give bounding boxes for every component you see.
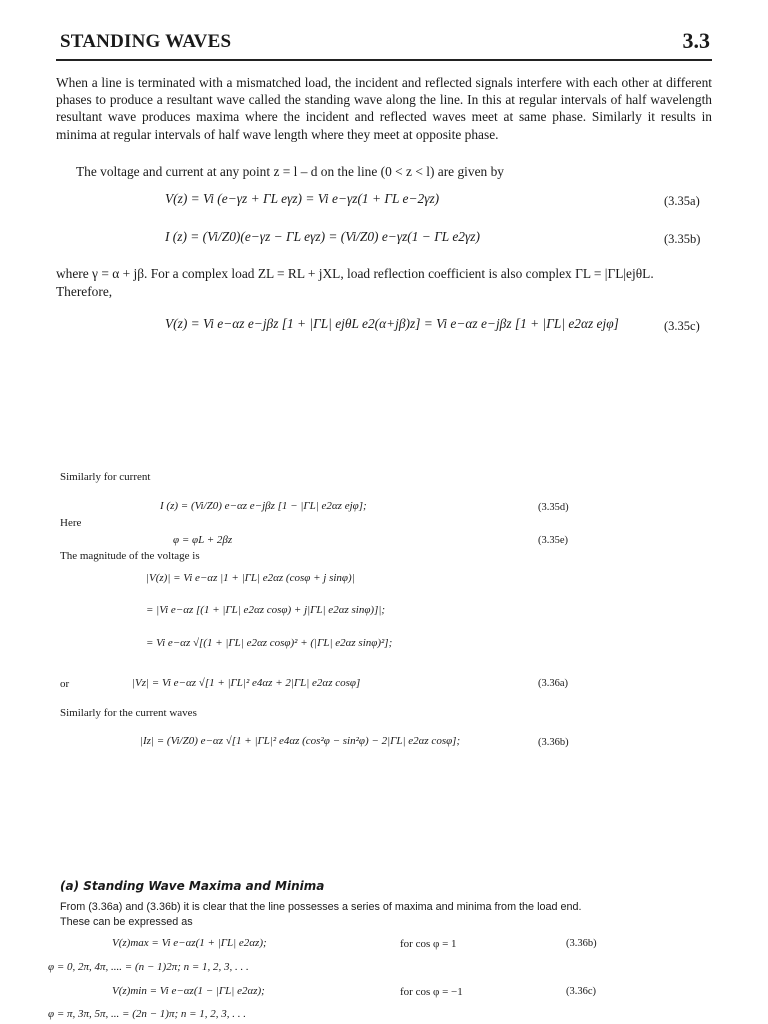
section-text-2: These can be expressed as [60, 916, 193, 928]
equation-335a: V(z) = Vi (e−γz + ΓL eγz) = Vi e−γz(1 + ΓL e−2γz) [165, 191, 440, 206]
equation-336b: |Iz| = (Vi/Z0) e−αz √[1 + |ΓL|² e4αz (cos²φ − sin²φ) − 2|ΓL| e2αz cosφ]; [140, 735, 461, 747]
equation-vmax: V(z)max = Vi e−αz(1 + |ΓL| e2αz); [112, 937, 267, 949]
magnitude-line-3: = Vi e−αz √[(1 + |ΓL| e2αz cosφ)² + (|ΓL| e2αz sinφ)²]; [146, 637, 393, 649]
similarly-current-label: Similarly for current [60, 471, 151, 483]
equation-number-vmin: (3.36c) [566, 986, 597, 997]
where-line: where γ = α + jβ. For a complex load ZL = RL + jXL, load reflection coefficient is also complex ΓL = |ΓL|ejθL. [56, 266, 654, 281]
equation-number-335a: (3.35a) [664, 194, 700, 208]
vmin-condition: for cos φ = −1 [400, 986, 463, 998]
page-title: STANDING WAVES [60, 31, 232, 52]
magnitude-line-2: = |Vi e−αz [(1 + |ΓL| e2αz cosφ) + j|ΓL| e2αz sinφ)]|; [146, 604, 386, 616]
phi-min-line: φ = π, 3π, 5π, ... = (2n − 1)π; n = 1, 2, 3, . . . [48, 1008, 247, 1020]
equation-number-phi: (3.35e) [538, 535, 569, 546]
section-heading: (a) Standing Wave Maxima and Minima [60, 879, 325, 893]
equation-number-vmax: (3.36b) [566, 938, 597, 949]
therefore-line: Therefore, [56, 284, 113, 299]
equation-number-336a: (3.36a) [538, 678, 569, 689]
section-text-1: From (3.36a) and (3.36b) it is clear that the line possesses a series of maxima and minima from the load end. [60, 901, 582, 913]
equation-335d: I (z) = (Vi/Z0) e−αz e−jβz [1 − |ΓL| e2αz ejφ]; [160, 500, 367, 512]
equation-number-336b: (3.36b) [538, 737, 569, 748]
page-number: 3.3 [682, 28, 710, 53]
magnitude-line-1: |V(z)| = Vi e−αz |1 + |ΓL| e2αz (cosφ + j sinφ)| [146, 572, 355, 584]
equation-number-335b: (3.35b) [664, 232, 701, 246]
equation-vmin: V(z)min = Vi e−αz(1 − |ΓL| e2αz); [112, 985, 265, 997]
vmax-condition: for cos φ = 1 [400, 938, 457, 950]
intro-line: The voltage and current at any point z = l – d on the line (0 < z < l) are given by [76, 164, 504, 179]
equation-335c: V(z) = Vi e−αz e−jβz [1 + |ΓL| ejθL e2(α+jβ)z] = Vi e−αz e−jβz [1 + |ΓL| e2αz ejφ] [165, 316, 619, 331]
equation-number-335c: (3.35c) [664, 319, 700, 333]
here-label: Here [60, 517, 82, 529]
equation-phi: φ = φL + 2βz [173, 534, 233, 546]
magnitude-label: The magnitude of the voltage is [60, 550, 200, 562]
equation-335b: I (z) = (Vi/Z0)(e−γz − ΓL eγz) = (Vi/Z0) e−γz(1 − ΓL e2γz) [165, 229, 480, 244]
equation-number-335d: (3.35d) [538, 502, 569, 513]
or-label: or [60, 678, 70, 690]
similarly-waves-label: Similarly for the current waves [60, 707, 197, 719]
equation-336a: |Vz| = Vi e−αz √[1 + |ΓL|² e4αz + 2|ΓL| e2αz cosφ] [132, 677, 361, 689]
intro-paragraph: When a line is terminated with a mismatched load, the incident and reflected signals interfere with each other at different phases to produce a resultant wave called the standing wave along the line. In this at regular intervals of half wavelength resultant wave produces maxima where the incident and reflected waves meet at same phase. Similarly it results in minima at regular intervals of half wave length where they meet at opposite phase. [56, 75, 712, 142]
phi-max-line: φ = 0, 2π, 4π, .... = (n − 1)2π; n = 1, 2, 3, . . . [48, 961, 249, 973]
header-rule [56, 59, 712, 61]
